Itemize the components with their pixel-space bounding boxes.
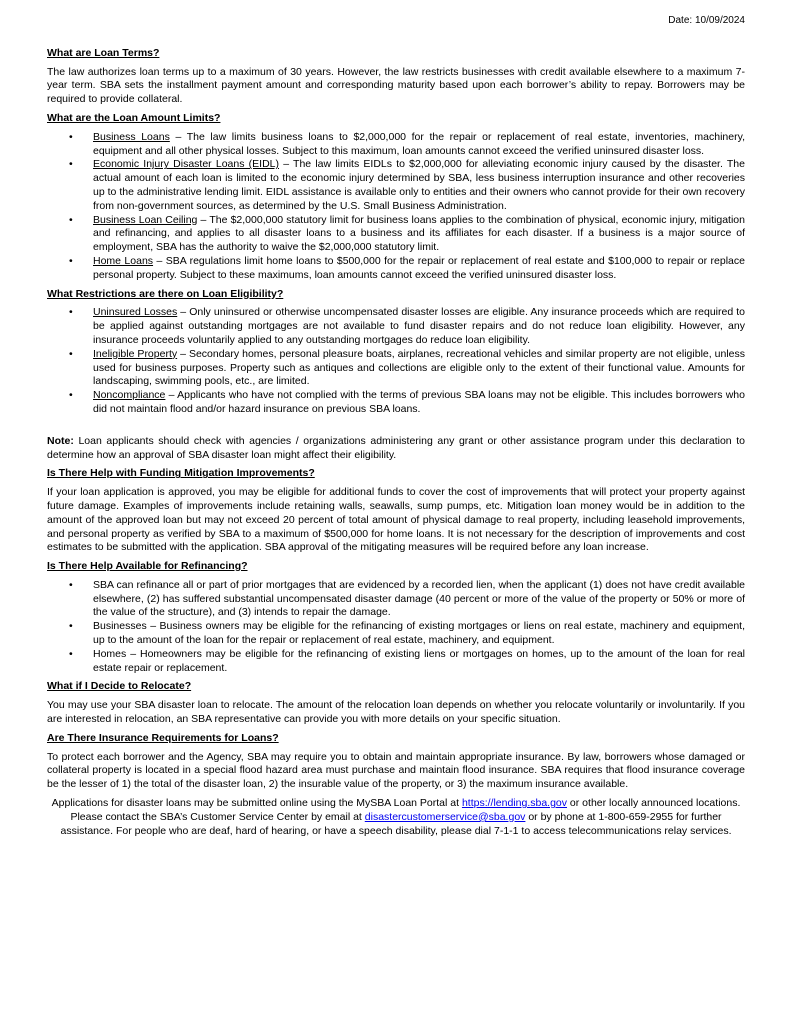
loan-terms-heading: What are Loan Terms?	[47, 46, 160, 59]
footer-contact	[47, 797, 745, 838]
list-item-text: – Secondary homes, personal pleasure boats, airplanes, recreational vehicles and similar property are not eligible, unless used for business purposes. Property such as antiques and collections are eligible only to the extent of their functional value. Amounts for landscaping, swimming pools, etc., are limited.	[93, 347, 746, 388]
insurance-body: To protect each borrower and the Agency, SBA may require you to obtain and maintain appropriate insurance. By law, borrowers whose damaged or collateral property is located in a special flood hazard area must purchase and maintain flood insurance. SBA requires that flood insurance coverage be the lesser of 1) the total of the disaster loan, 2) the insurable value of the property, or 3) the maximum insurance available.	[47, 750, 745, 791]
lending-portal-link[interactable]: https://lending.sba.gov	[461, 797, 568, 810]
list-item	[47, 214, 745, 255]
insurance-heading: Are There Insurance Requirements for Loans?	[47, 731, 279, 744]
refinancing-list	[47, 579, 745, 676]
footer-text: or by phone at 1-800-659-2955 for further assistance. For people who are deaf, hard of hearing, or have a speech disability, please dial 7-1-1 to access telecommunications relay services.	[60, 810, 732, 837]
list-item-term: Noncompliance	[93, 389, 166, 402]
list-item-term: Business Loan Ceiling	[93, 213, 198, 226]
note-text: Loan applicants should check with agencies / organizations administering any grant or other assistance program under this declaration to determine how an approval of SBA disaster loan might affect their eligibility.	[47, 434, 745, 461]
note-paragraph	[47, 435, 745, 463]
list-item-text: – The law limits EIDLs to $2,000,000 for alleviating economic injury caused by the disaster. The actual amount of each loan is limited to the economic injury determined by SBA, less business interruption insurance and other recoveries up to the administrative lending limit. EIDL assistance is available only to entities and their owners who cannot provide for their own recovery from non-government sources, as determined by the U.S. Small Business Administration.	[93, 158, 745, 212]
list-item	[47, 131, 745, 159]
eligibility-heading: What Restrictions are there on Loan Eligibility?	[47, 287, 284, 300]
list-item	[47, 306, 745, 347]
footer-text: or other locally announced locations. Please contact the SBA’s Customer Service Center by email at	[70, 797, 741, 823]
loan-terms-body: The law authorizes loan terms up to a maximum of 30 years. However, the law restricts businesses with credit available elsewhere to a maximum 7-year term. SBA sets the installment payment amount and corresponding maturity based upon each borrower’s ability to repay. Borrowers may be required to provide collateral.	[47, 65, 745, 106]
document-page	[47, 14, 745, 838]
list-item-text: – The law limits business loans to $2,000,000 for the repair or replacement of real estate, inventories, machinery, equipment and all other physical losses. Subject to this maximum, loan amounts cannot exceed the verified uninsured disaster loss.	[93, 130, 745, 157]
document-date: Date: 10/09/2024	[668, 15, 745, 26]
list-item	[47, 389, 745, 417]
list-item: • Businesses – Business owners may be eligible for the refinancing of existing mortgages or liens on real estate, machinery and equipment, up to the amount of the loan for the repair or replacement of real estate, machinery, and equipment.	[47, 620, 745, 648]
list-item	[47, 255, 745, 283]
loan-limits-heading: What are the Loan Amount Limits?	[47, 111, 221, 124]
list-item-text: – Only uninsured or otherwise uncompensated disaster losses are eligible. Any insurance proceeds which are required to be applied against outstanding mortgages are not available to fund disaster repairs and do not reduce loan eligibility. However, any insurance proceeds voluntarily applied to any outstanding mortgages do reduce loan eligibility.	[93, 306, 746, 346]
customer-service-email-link[interactable]: disastercustomerservice@sba.gov	[364, 810, 526, 823]
list-item-term: Ineligible Property	[93, 347, 178, 360]
footer-text: Applications for disaster loans may be submitted online using the MySBA Loan Portal at	[51, 797, 462, 810]
list-item	[47, 158, 745, 213]
refinancing-heading: Is There Help Available for Refinancing?	[47, 560, 248, 573]
list-item: • SBA can refinance all or part of prior mortgages that are evidenced by a recorded lien, when the applicant (1) does not have credit available elsewhere, (2) has suffered substantial uncompensated disaster damage (40 percent or more of the value of the property or 50% or more of the value of the structure), and (3) intends to repair the damage.	[47, 579, 745, 620]
eligibility-list	[47, 306, 745, 416]
loan-limits-list	[47, 131, 745, 283]
list-item-text: – Applicants who have not complied with the terms of previous SBA loans may not be eligible. This includes borrowers who did not maintain flood and/or hazard insurance on previous SBA loans.	[93, 389, 745, 415]
note-label: Note:	[47, 434, 74, 447]
list-item-text: – SBA regulations limit home loans to $500,000 for the repair or replacement of real estate and $100,000 to repair or replace personal property. Subject to these maximums, loan amounts cannot exceed the verified uninsured disaster loss.	[93, 254, 745, 281]
list-item: • Homes – Homeowners may be eligible for the refinancing of existing liens or mortgages on homes, up to the amount of the loan for real estate repair or replacement.	[47, 648, 745, 676]
list-item-term: Business Loans	[93, 130, 170, 143]
list-item-term: Uninsured Losses	[93, 306, 178, 319]
list-item-term: Economic Injury Disaster Loans (EIDL)	[93, 158, 280, 171]
list-item	[47, 348, 745, 389]
mitigation-body: If your loan application is approved, you may be eligible for additional funds to cover the cost of improvements that will protect your property against future damage. Examples of improvements include retaining walls, seawalls, sump pumps, etc. Mitigation loan money would be in addition to the amount of the approved loan but may not exceed 20 percent of total amount of physical damage to real property, including leasehold improvements, and personal property as verified by SBA to a maximum of $500,000 for home loans. It is not necessary for the description of improvements and cost estimates to be submitted with the application. SBA approval of the mitigating measures will be required before any loan increase.	[47, 486, 745, 554]
relocate-heading: What if I Decide to Relocate?	[47, 680, 192, 693]
list-item-term: Home Loans	[93, 254, 154, 267]
mitigation-heading: Is There Help with Funding Mitigation Improvements?	[47, 467, 315, 480]
list-item-text: – The $2,000,000 statutory limit for business loans applies to the combination of physical, economic injury, mitigation and refinancing, and applies to all disaster loans to a business and its affiliates for each disaster. If a business is a major source of employment, SBA has the authority to waive the $2,000,000 statutory limit.	[93, 213, 745, 254]
relocate-body: You may use your SBA disaster loan to relocate. The amount of the relocation loan depends on whether you relocate voluntarily or involuntarily. If you are interested in relocation, an SBA representative can provide you with more details on your specific situation.	[47, 699, 745, 726]
spacer	[47, 422, 745, 435]
